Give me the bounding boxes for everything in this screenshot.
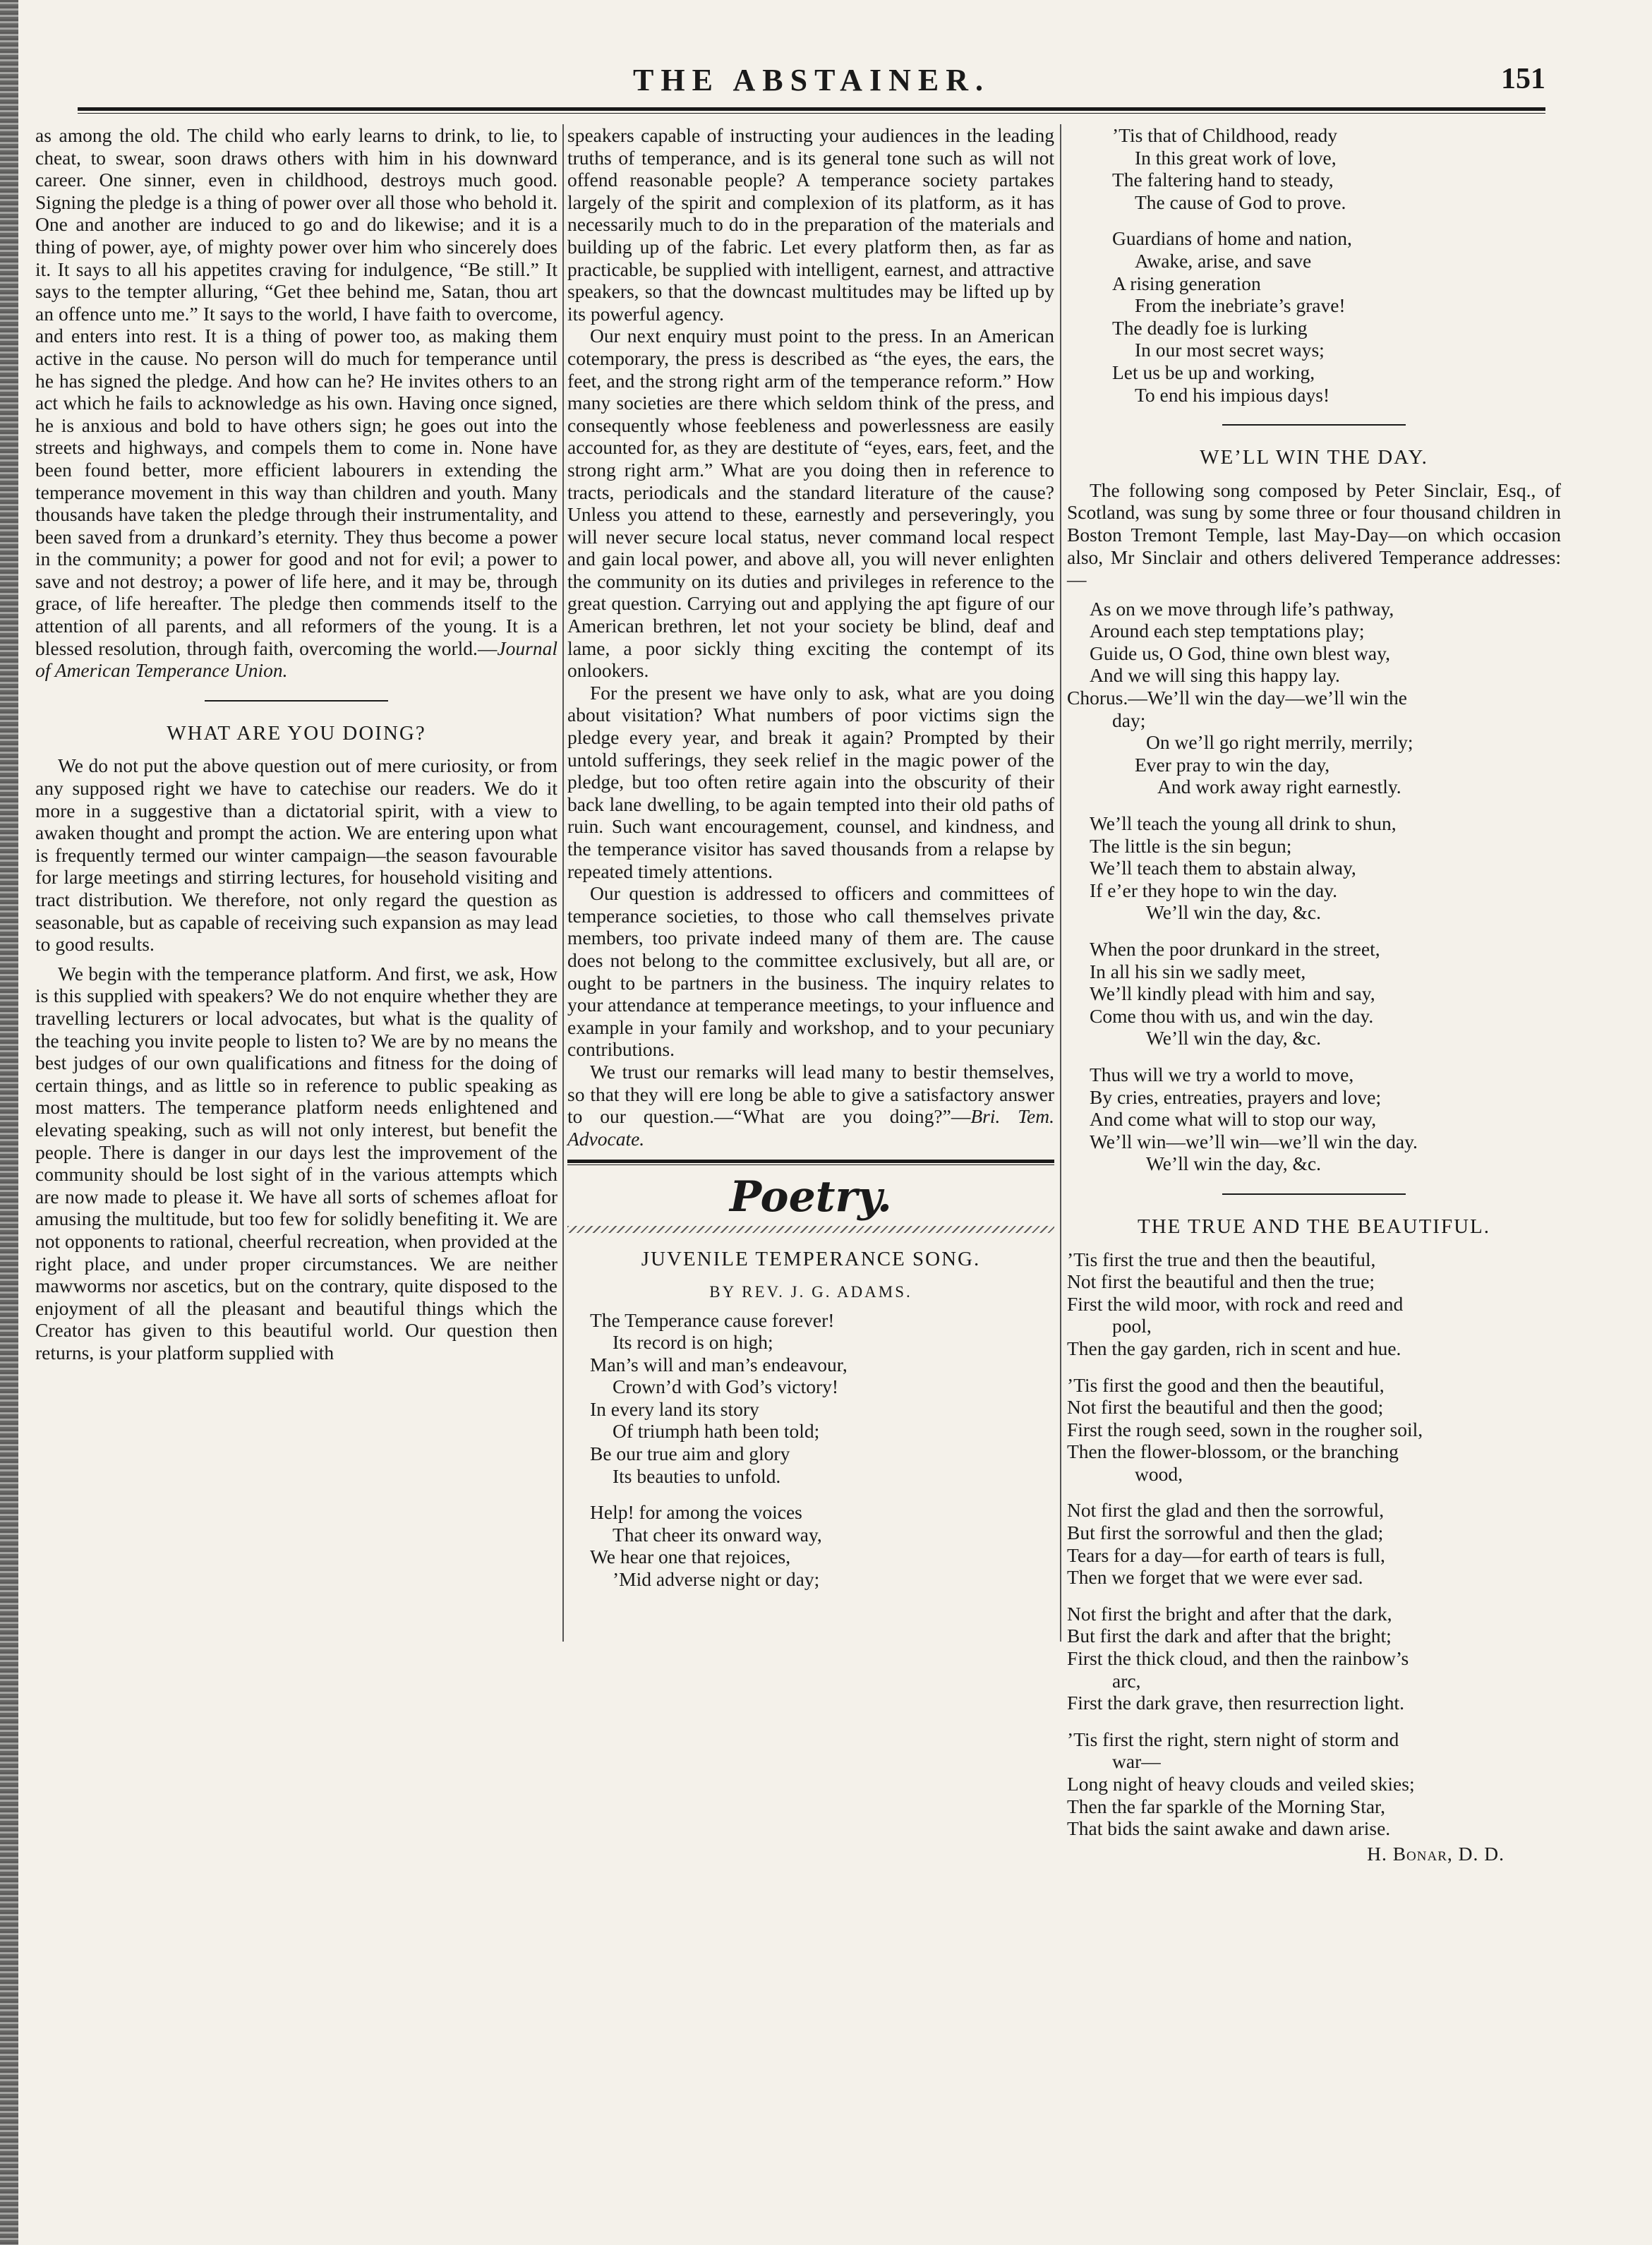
poem-line: Long night of heavy clouds and veiled skies; bbox=[1067, 1773, 1415, 1795]
column-3 bbox=[1067, 124, 1561, 1865]
poem-line: We’ll kindly plead with him and say, bbox=[1090, 982, 1375, 1005]
section-divider bbox=[1222, 1193, 1406, 1195]
poem-line: pool, bbox=[1112, 1315, 1152, 1337]
poem-line: wood, bbox=[1135, 1462, 1183, 1485]
poem-line: Let us be up and working, bbox=[1112, 361, 1315, 383]
page-number: 151 bbox=[1501, 63, 1545, 95]
article-paragraph: Our next enquiry must point to the press. In an American cotemporary, the press is described as “the eyes, the ears, the feet, and the strong right arm of the temperance reform.” How many societies are there which seldom think of the press, and consequently whose feebleness and powerlessness are easily accounted for, as they are destitute of “eyes, ears, feet, and the strong right arm.” What are you doing then in reference to tracts, periodicals and the standard literature of the cause? Unless you attend to these, earnestly and perseveringly, you will never secure local status, never command local respect and gain local power, and above all, you will never enlighten the community on its duties and privileges in reference to the great question. Carrying out and applying the apt figure of our American brethren, let not your society be blind, deaf and lame, a poor sickly thing exciting the contempt of its onlookers. bbox=[567, 325, 1054, 682]
poem-line: ’Tis first the good and then the beautiful, bbox=[1067, 1373, 1385, 1396]
poem-chorus-line: day; bbox=[1112, 709, 1146, 731]
poem-line: We’ll teach them to abstain alway, bbox=[1090, 857, 1356, 879]
poem-line: Man’s will and man’s endeavour, bbox=[590, 1353, 848, 1376]
poem-title: THE TRUE AND THE BEAUTIFUL. bbox=[1138, 1215, 1490, 1238]
poem-line: Of triumph hath been told; bbox=[613, 1420, 820, 1443]
page-binding-edge bbox=[0, 0, 18, 2245]
article-paragraph bbox=[567, 1061, 1054, 1150]
poem-line: The cause of God to prove. bbox=[1135, 191, 1346, 213]
poem-line: Around each step temptations play; bbox=[1090, 620, 1365, 642]
poem-line: If e’er they hope to win the day. bbox=[1090, 879, 1338, 901]
poem-line: Help! for among the voices bbox=[590, 1501, 802, 1524]
page-header bbox=[78, 62, 1545, 104]
article-paragraph: We do not put the above question out of mere curiosity, or from any supposed right we have to catechise our readers. We do it more in a suggestive than a dictatorial spirit, with a view to awaken thought and prompt the action. We are entering upon what is frequently termed our winter campaign—the season favourable for large meetings and stirring lectures, for household visiting and tract distribution. We therefore, not only regard the question as seasonable, but as capable of receiving such expansion as may lead to good results. bbox=[35, 754, 557, 956]
poem-line: Not first the bright and after that the dark, bbox=[1067, 1602, 1392, 1625]
column-1 bbox=[35, 124, 557, 1364]
poem-line: And come what will to stop our way, bbox=[1090, 1108, 1377, 1131]
poem-introduction: The following song composed by Peter Sinclair, Esq., of Scotland, was sung by some three or four thousand children in Boston Tremont Temple, last May-Day—on which occasion also, Mr Sinclair and others delivered Temperance addresses:— bbox=[1067, 479, 1561, 591]
poem-line: The deadly foe is lurking bbox=[1112, 316, 1308, 339]
poem-line: The little is the sin begun; bbox=[1090, 834, 1292, 857]
poem-line: Be our true aim and glory bbox=[590, 1443, 790, 1465]
section-divider bbox=[205, 700, 388, 702]
poem-stanza bbox=[567, 1501, 1054, 1590]
poem-line: In our most secret ways; bbox=[1135, 339, 1325, 361]
header-rule bbox=[78, 107, 1545, 111]
source-citation: Bri. Tem. Advocate. bbox=[567, 1105, 1054, 1150]
poem-line: A rising generation bbox=[1112, 272, 1261, 294]
poem-line: Not first the glad and then the sorrowful, bbox=[1067, 1499, 1385, 1522]
paragraph-text: as among the old. The child who early learns to drink, to lie, to cheat, to swear, soon draws others with him in his downward career. One sinner, even in childhood, destroys much good. Signing the pledge is a thing of power over all those who behold it. One and another are induced to go and do likewise; and it is a thing of power, aye, of mighty power over him who sincerely does it. It says to all his appetites craving for indulgence, “Be still.” It says to the tempter alluring, “Get thee behind me, Satan, thou art an offence unto me.” It says to the world, I have faith to overcome, and enters into rest. It is a thing of power too, as making them active in the cause. No person will do much for temperance until he has signed the pledge. And how can he? He invites others to an act which he fails to acknowledge as his own. Having once signed, he is anxious and bold to have others sign; he goes out into the streets and highways, and compels them to come in. None have been found better, more efficient labourers in extending the temperance movement in this way than children and youth. Many thousands have taken the pledge through their instrumentality, and been saved from a drunkard’s eternity. They thus become a power in the community; a power for good and not for evil; a power to save and not destroy; a power of life here, and it may be, through grace, of life hereafter. The pledge then commends itself to the attention of all parents, and all reformers of the young. It is a blessed resolution, through faith, overcoming the world.— bbox=[35, 124, 557, 659]
poem-stanza bbox=[1067, 124, 1561, 213]
poem-line: ’Tis first the true and then the beautiful, bbox=[1067, 1248, 1376, 1270]
poem-line: As on we move through life’s pathway, bbox=[1090, 597, 1394, 620]
poem-line: We’ll win—we’ll win—we’ll win the day. bbox=[1090, 1130, 1418, 1152]
poem-line: Thus will we try a world to move, bbox=[1090, 1063, 1354, 1085]
article-paragraph: We begin with the temperance platform. And first, we ask, How is this supplied with speakers? We do not enquire whether they are travelling lecturers or local advocates, but what is the quality of the teaching you invite people to listen to? We are by no means the best judges of our own qualifications and fitness for the doing of certain things, and as little so in reference to public speaking as most matters. The temperance platform needs enlightened and elevating speaking, such as will not only interest, but benefit the people. There is danger in our days lest the improvement of the community should be lost sight of in the various attempts which are now made to please it. We have all sorts of schemes afloat for amusing the multitude, but too few for solidly benefiting it. We are not opponents to rational, cheerful recreation, when provided at the right place, and under proper circumstances. We are neither mawworms nor ascetics, but on the contrary, quite disposed to the enjoyment of all the pleasant and beautiful things which the Creator has given to this beautiful world. Our question then returns, is your platform supplied with bbox=[35, 962, 557, 1364]
column-divider-2 bbox=[1060, 124, 1061, 1642]
poem-line: First the rough seed, sown in the rougher soil, bbox=[1067, 1418, 1423, 1440]
poem-line: When the poor drunkard in the street, bbox=[1090, 938, 1380, 960]
ornamental-border bbox=[567, 1226, 1054, 1233]
poetry-rule bbox=[567, 1160, 1054, 1163]
poem-line: To end his impious days! bbox=[1135, 383, 1330, 406]
poem-line: That bids the saint awake and dawn arise. bbox=[1067, 1817, 1391, 1840]
poem-line: Guide us, O God, thine own blest way, bbox=[1090, 642, 1390, 664]
poem-line: Then the far sparkle of the Morning Star, bbox=[1067, 1795, 1385, 1817]
poem-chorus-line: And work away right earnestly. bbox=[1157, 776, 1401, 798]
poem-true-and-beautiful bbox=[1067, 1248, 1561, 1840]
poem-chorus-line: On we’ll go right merrily, merrily; bbox=[1146, 731, 1413, 754]
poem-line: But first the dark and after that the bright; bbox=[1067, 1625, 1392, 1647]
poem-stanza bbox=[1067, 1064, 1561, 1175]
poem-stanza bbox=[1067, 1248, 1561, 1360]
poem-title: JUVENILE TEMPERANCE SONG. bbox=[641, 1248, 981, 1271]
poem-line: That cheer its onward way, bbox=[613, 1523, 822, 1546]
poem-line: The Temperance cause forever! bbox=[590, 1308, 835, 1331]
poem-stanza bbox=[1067, 1603, 1561, 1714]
poem-line: The faltering hand to steady, bbox=[1112, 169, 1334, 191]
poem-refrain: We’ll win the day, &c. bbox=[1146, 1152, 1322, 1175]
poem-stanza bbox=[1067, 1499, 1561, 1588]
poem-chorus-line: Chorus.—We’ll win the day—we’ll win the bbox=[1067, 687, 1408, 709]
poem-line: By cries, entreaties, prayers and love; bbox=[1090, 1085, 1382, 1108]
poem-line: Not first the beautiful and then the good; bbox=[1067, 1396, 1384, 1419]
poem-line: First the dark grave, then resurrection light. bbox=[1067, 1692, 1405, 1714]
header-rule-thin bbox=[78, 113, 1545, 114]
poem-juvenile-temperance-song bbox=[567, 1309, 1054, 1591]
poem-stanza bbox=[1067, 227, 1561, 406]
column-2 bbox=[567, 124, 1054, 1605]
poem-line: But first the sorrowful and then the glad; bbox=[1067, 1522, 1384, 1544]
poem-line: Guardians of home and nation, bbox=[1112, 227, 1352, 250]
section-divider bbox=[1222, 424, 1406, 426]
poem-line: Tears for a day—for earth of tears is full, bbox=[1067, 1543, 1385, 1566]
poem-line: We’ll teach the young all drink to shun, bbox=[1090, 812, 1397, 835]
source-citation: Journal of American Temperance Union. bbox=[35, 637, 557, 682]
poem-line: ’Mid adverse night or day; bbox=[613, 1568, 820, 1591]
poem-line: First the thick cloud, and then the rainbow’s bbox=[1067, 1647, 1409, 1670]
poem-line: Awake, arise, and save bbox=[1135, 249, 1312, 272]
poem-line: Not first the beautiful and then the true; bbox=[1067, 1270, 1375, 1293]
poem-line: We hear one that rejoices, bbox=[590, 1546, 791, 1568]
poem-line: Its beauties to unfold. bbox=[613, 1464, 781, 1487]
poem-line: In every land its story bbox=[590, 1397, 759, 1420]
poem-line: Then we forget that we were ever sad. bbox=[1067, 1566, 1363, 1589]
poem-stanza bbox=[1067, 1728, 1561, 1840]
poem-line: ’Tis that of Childhood, ready bbox=[1112, 124, 1338, 146]
poetry-rule-thin bbox=[567, 1164, 1054, 1165]
article-paragraph bbox=[35, 124, 557, 682]
article-paragraph: Our question is addressed to officers and committees of temperance societies, to those who call themselves private members, too private indeed many of them are. The cause does not belong to the committee exclusively, but all are, or ought to be partners in the business. The inquiry relates to your attendance at temperance meetings, to your influence and example in your family and workshop, and to your pecuniary contributions. bbox=[567, 882, 1054, 1061]
poem-line: In all his sin we sadly meet, bbox=[1090, 960, 1306, 982]
poem-line: First the wild moor, with rock and reed and bbox=[1067, 1292, 1404, 1315]
journal-title: THE ABSTAINER. bbox=[633, 63, 990, 97]
poem-line: Then the gay garden, rich in scent and hue. bbox=[1067, 1337, 1401, 1359]
poem-refrain: We’ll win the day, &c. bbox=[1146, 901, 1322, 924]
poetry-section-title: Poetry. bbox=[730, 1172, 892, 1222]
poem-line: war— bbox=[1112, 1750, 1161, 1773]
poem-stanza bbox=[1067, 812, 1561, 924]
poem-line: In this great work of love, bbox=[1135, 146, 1337, 169]
poem-stanza bbox=[1067, 598, 1561, 798]
poem-refrain: We’ll win the day, &c. bbox=[1146, 1027, 1322, 1049]
paragraph-text: We trust our remarks will lead many to bestir themselves, so that they will ere long be able to give a satisfactory answer to our question.—“What are you doing?”— bbox=[567, 1060, 1054, 1128]
poem-line: Come thou with us, and win the day. bbox=[1090, 1004, 1374, 1027]
poem-chorus-line: Ever pray to win the day, bbox=[1135, 753, 1330, 776]
article-heading: WHAT ARE YOU DOING? bbox=[167, 721, 426, 745]
article-paragraph: For the present we have only to ask, what are you doing about visitation? What numbers of poor victims sign the pledge every year, and break it again? Prompted by their untold sufferings, they seek relief in the magic power of the pledge, but too often retire again into the obscurity of their back lane dwelling, to be again tempted into their old paths of ruin. Such want encouragement, counsel, and kindness, and the temperance visitor has saved thousands from a relapse by repeated timely attentions. bbox=[567, 681, 1054, 882]
poem-author-signature: H. Bonar, D. D. bbox=[1367, 1842, 1505, 1865]
poem-line: Its record is on high; bbox=[613, 1331, 773, 1354]
poem-title: WE’LL WIN THE DAY. bbox=[1200, 446, 1428, 469]
poem-line: And we will sing this happy lay. bbox=[1090, 664, 1340, 687]
poem-line: Then the flower-blossom, or the branching bbox=[1067, 1440, 1399, 1463]
poem-well-win-the-day bbox=[1067, 598, 1561, 1175]
article-paragraph: speakers capable of instructing your audiences in the leading truths of temperance, and is its general tone such as will not offend reasonable people? A temperance society partakes largely of the spirit and complexion of its platform, as it has necessarily much to do in the preparation of the materials and building up of the fabric. Let every platform then, as far as practicable, be supplied with intelligent, earnest, and attractive speakers, so that the downcast multitudes may be lifted up by its powerful agency. bbox=[567, 124, 1054, 325]
column-divider-1 bbox=[562, 124, 564, 1642]
poem-stanza bbox=[1067, 1374, 1561, 1486]
poem-line: Crown’d with God’s victory! bbox=[613, 1376, 839, 1398]
poem-line: arc, bbox=[1112, 1669, 1141, 1692]
poem-stanza bbox=[1067, 938, 1561, 1049]
poem-stanza bbox=[567, 1309, 1054, 1488]
poem-line: From the inebriate’s grave! bbox=[1135, 294, 1346, 317]
poem-line: ’Tis first the right, stern night of storm and bbox=[1067, 1728, 1399, 1750]
poem-byline: BY REV. J. G. ADAMS. bbox=[709, 1282, 912, 1301]
poem-juvenile-temperance-song-continued bbox=[1067, 124, 1561, 406]
